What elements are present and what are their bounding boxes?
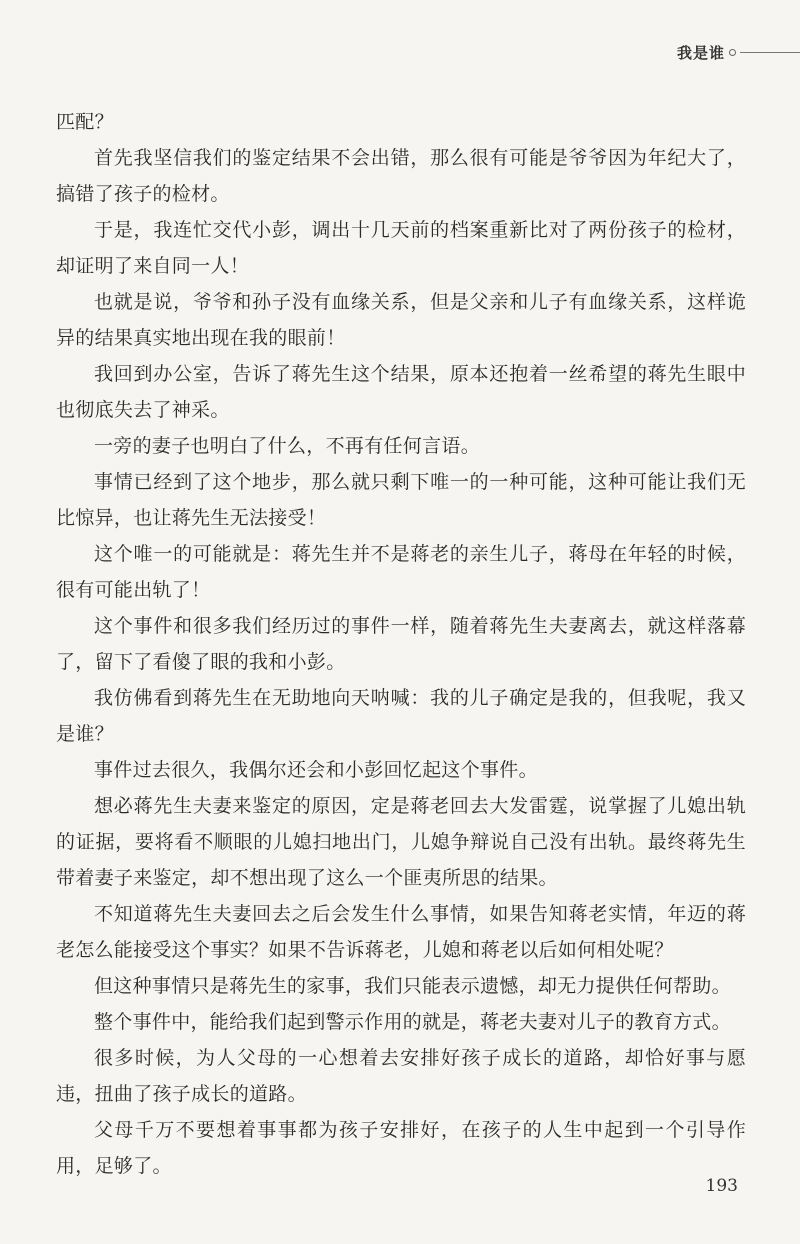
paragraph: 匹配？	[56, 111, 114, 133]
paragraph: 这个事件和很多我们经历过的事件一样，随着蒋先生夫妻离去，就这样落幕了，留下了看傻了眼的我和小彭。	[56, 615, 746, 673]
paragraph: 也就是说，爷爷和孙子没有血缘关系，但是父亲和儿子有血缘关系，这样诡异的结果真实地出现在我的眼前！	[56, 291, 746, 349]
running-header	[677, 42, 800, 63]
header-rule	[740, 52, 800, 53]
paragraph: 首先我坚信我们的鉴定结果不会出错，那么很有可能是爷爷因为年纪大了，搞错了孩子的检材。	[56, 147, 746, 205]
header-circle-ornament	[729, 49, 736, 56]
paragraph: 我回到办公室，告诉了蒋先生这个结果，原本还抱着一丝希望的蒋先生眼中也彻底失去了神采。	[56, 363, 746, 421]
paragraph: 事情已经到了这个地步，那么就只剩下唯一的一种可能，这种可能让我们无比惊异，也让蒋先生无法接受！	[56, 471, 746, 529]
page-number: 193	[705, 1176, 738, 1196]
paragraph: 但这种事情只是蒋先生的家事，我们只能表示遗憾，却无力提供任何帮助。	[94, 975, 731, 997]
paragraph: 一旁的妻子也明白了什么，不再有任何言语。	[94, 435, 481, 457]
paragraph: 想必蒋先生夫妻来鉴定的原因，定是蒋老回去大发雷霆，说掌握了儿媳出轨的证据，要将看不顺眼的儿媳扫地出门，儿媳争辩说自己没有出轨。最终蒋先生带着妻子来鉴定，却不想出现了这么一个匪夷所思的结果。	[56, 795, 746, 889]
paragraph: 于是，我连忙交代小彭，调出十几天前的档案重新比对了两份孩子的检材，却证明了来自同一人！	[56, 219, 746, 277]
body-text	[56, 104, 746, 1184]
paragraph: 整个事件中，能给我们起到警示作用的就是，蒋老夫妻对儿子的教育方式。	[94, 1011, 731, 1033]
paragraph: 父母千万不要想着事事都为孩子安排好，在孩子的人生中起到一个引导作用，足够了。	[56, 1119, 746, 1177]
paragraph: 不知道蒋先生夫妻回去之后会发生什么事情，如果告知蒋老实情，年迈的蒋老怎么能接受这个事实？如果不告诉蒋老，儿媳和蒋老以后如何相处呢？	[56, 903, 746, 961]
chapter-title: 我是谁	[676, 44, 725, 62]
paragraph: 这个唯一的可能就是：蒋先生并不是蒋老的亲生儿子，蒋母在年轻的时候，很有可能出轨了！	[56, 543, 746, 601]
paragraph: 很多时候，为人父母的一心想着去安排好孩子成长的道路，却恰好事与愿违，扭曲了孩子成长的道路。	[56, 1047, 746, 1105]
paragraph: 事件过去很久，我偶尔还会和小彭回忆起这个事件。	[94, 759, 538, 781]
paragraph: 我仿佛看到蒋先生在无助地向天呐喊：我的儿子确定是我的，但我呢，我又是谁？	[56, 687, 746, 745]
